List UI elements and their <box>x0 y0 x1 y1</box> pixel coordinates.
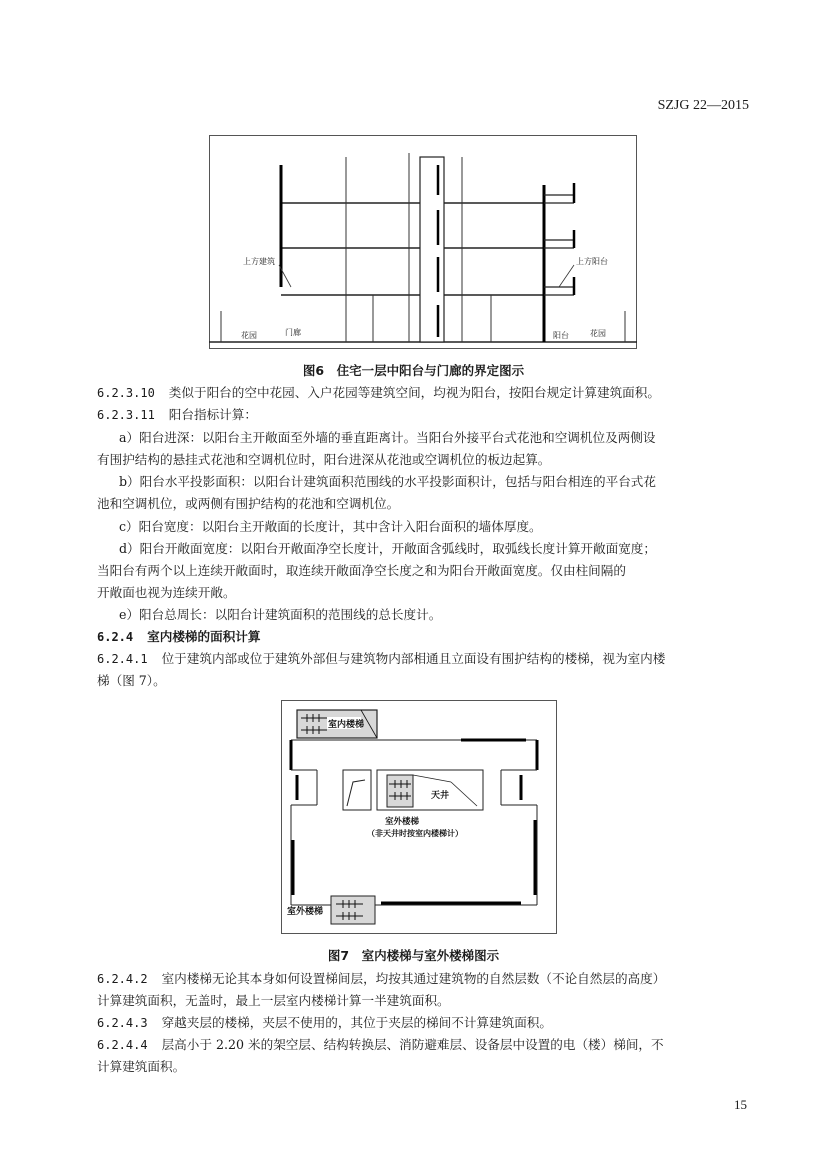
label-porch: 门廊 <box>285 328 301 337</box>
page-number: 15 <box>734 1097 747 1112</box>
clause-6-2-3-11: 6.2.3.11 阳台指标计算： <box>97 407 257 422</box>
section-heading-6-2-4: 6.2.4 室内楼梯的面积计算 <box>97 629 261 644</box>
label-atrium: 天井 <box>431 791 450 801</box>
item-a-line-1: a）阳台进深：以阳台主开敞面至外墙的垂直距离计。当阳台外接平台式花池和空调机位及两侧设 <box>119 430 656 445</box>
label-balcony: 阳台 <box>553 331 569 340</box>
item-e-line-1: e）阳台总周长：以阳台计建筑面积的范围线的总长度计。 <box>119 607 442 622</box>
label-outdoor-stair-bottom: 室外楼梯 <box>287 907 324 917</box>
item-b-line-2: 池和空调机位，或两侧有围护结构的花池和空调机位。 <box>97 496 400 511</box>
document-code: SZJG 22—2015 <box>657 98 749 113</box>
clause-6-2-4-3: 6.2.4.3 穿越夹层的楼梯，夹层不使用的，其位于夹层的梯间不计算建筑面积。 <box>97 1015 552 1030</box>
label-upper-building: 上方建筑 <box>243 257 275 266</box>
clause-6-2-4-1: 6.2.4.1 位于建筑内部或位于建筑外部但与建筑物内部相通且立面设有围护结构的楼梯，视为室内楼 <box>97 651 666 666</box>
clause-6-2-4-4: 6.2.4.4 层高小于 2.20 米的架空层、结构转换层、消防避难层、设备层中设置的电（楼）梯间，不 <box>97 1037 664 1052</box>
figure-6-caption: 图6 住宅一层中阳台与门廊的界定图示 <box>302 363 525 378</box>
figure-6-section-drawing <box>209 135 637 349</box>
clause-6-2-4-1-continued: 梯（图 7）。 <box>97 673 166 688</box>
item-b-line-1: b）阳台水平投影面积：以阳台计建筑面积范围线的水平投影面积计，包括与阳台相连的平台式花 <box>119 474 656 489</box>
label-indoor-stair: 室内楼梯 <box>328 720 365 730</box>
item-d-line-1: d）阳台开敞面宽度：以阳台开敞面净空长度计，开敞面含弧线时，取弧线长度计算开敞面宽度； <box>119 541 656 556</box>
item-a-line-2: 有围护结构的悬挂式花池和空调机位时，阳台进深从花池或空调机位的板边起算。 <box>97 452 551 467</box>
clause-6-2-3-10: 6.2.3.10 类似于阳台的空中花园、入户花园等建筑空间，均视为阳台，按阳台规定计算建筑面积。 <box>97 385 660 400</box>
label-outdoor-stair-note: （非天井时按室内楼梯计） <box>367 829 463 838</box>
label-garden-right: 花园 <box>590 329 606 338</box>
clause-6-2-4-2: 6.2.4.2 室内楼梯无论其本身如何设置梯间层，均按其通过建筑物的自然层数（不论自然层的高度） <box>97 971 666 986</box>
label-garden-left: 花园 <box>241 331 257 340</box>
item-d-line-3: 开敞面也视为连续开敞。 <box>97 585 236 600</box>
item-d-line-2: 当阳台有两个以上连续开敞面时，取连续开敞面净空长度之和为阳台开敞面宽度。仅由柱间隔的 <box>97 563 626 578</box>
clause-6-2-4-2-continued: 计算建筑面积，无盖时，最上一层室内楼梯计算一半建筑面积。 <box>97 993 450 1008</box>
clause-6-2-4-4-continued: 计算建筑面积。 <box>97 1059 186 1074</box>
figure-7-caption: 图7 室内楼梯与室外楼梯图示 <box>327 948 500 963</box>
label-outdoor-stair-mid: 室外楼梯 <box>385 817 420 827</box>
label-upper-balcony: 上方阳台 <box>576 257 608 266</box>
item-c-line-1: c）阳台宽度：以阳台主开敞面的长度计，其中含计入阳台面积的墙体厚度。 <box>119 519 542 534</box>
figure-7-plan-drawing <box>281 700 557 934</box>
